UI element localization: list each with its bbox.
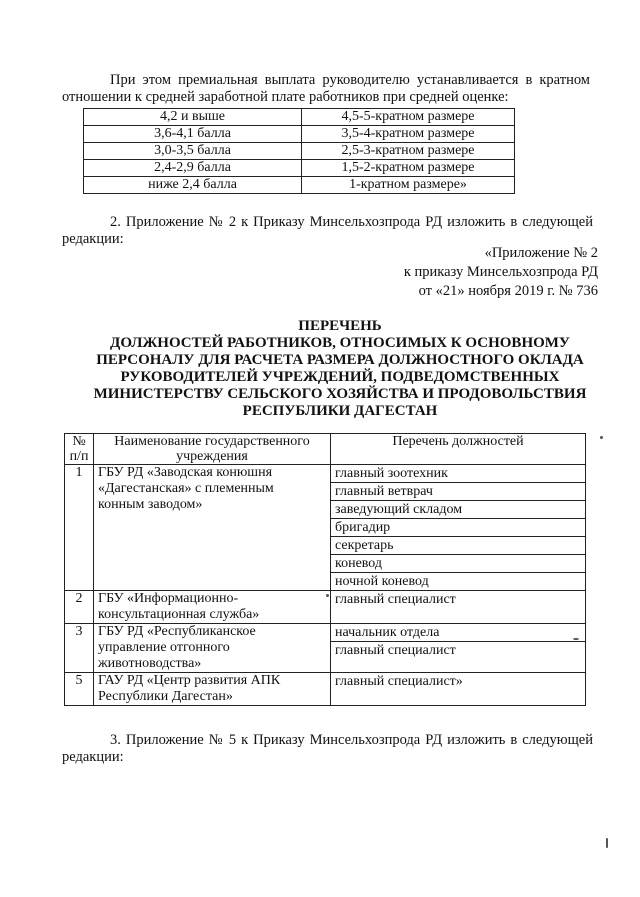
para3-line-2: редакции: bbox=[62, 749, 124, 765]
header-org bbox=[94, 434, 331, 465]
heading-line-1: ПЕРЕЧЕНЬ bbox=[298, 318, 382, 334]
position-item: главный ветврач bbox=[331, 483, 585, 501]
table-row bbox=[84, 160, 515, 177]
score-cell: 2,4-2,9 балла bbox=[84, 160, 302, 177]
position-item: ночной коневод bbox=[335, 574, 429, 589]
position-item: главный специалист» bbox=[335, 674, 463, 689]
annex-line-1: «Приложение № 2 bbox=[484, 245, 598, 261]
heading-line-6: РЕСПУБЛИКИ ДАГЕСТАН bbox=[242, 403, 438, 419]
row-org bbox=[94, 673, 331, 706]
para2-line-1: 2. Приложение № 2 к Приказу Минсельхозпрода РД изложить в следующей bbox=[110, 214, 593, 230]
ratio-cell: 1-кратном размере» bbox=[302, 177, 515, 194]
scan-speck bbox=[573, 638, 579, 640]
heading-line-4: РУКОВОДИТЕЛЕЙ УЧРЕЖДЕНИЙ, ПОДВЕДОМСТВЕННЫХ bbox=[120, 369, 560, 385]
position-item: секретарь bbox=[331, 537, 585, 555]
table-row bbox=[65, 624, 586, 673]
para2-line-2: редакции: bbox=[62, 231, 124, 247]
table-row bbox=[84, 177, 515, 194]
row-num: 1 bbox=[65, 465, 94, 591]
scan-speck bbox=[326, 594, 329, 597]
row-org bbox=[94, 624, 331, 673]
para3-line-1: 3. Приложение № 5 к Приказу Минсельхозпрода РД изложить в следующей bbox=[110, 732, 593, 748]
org-line: «Дагестанская» с племенным bbox=[98, 481, 274, 496]
header-org-line-2: учреждения bbox=[176, 449, 248, 464]
table-row bbox=[65, 591, 586, 624]
row-org bbox=[94, 591, 331, 624]
annex-line-3: от «21» ноября 2019 г. № 736 bbox=[418, 283, 598, 299]
header-org-line-1: Наименование государственного bbox=[114, 434, 310, 449]
table-row bbox=[84, 109, 515, 126]
table-row bbox=[65, 673, 586, 706]
heading-line-3: ПЕРСОНАЛУ ДЛЯ РАСЧЕТА РАЗМЕРА ДОЛЖНОСТНОГО ОКЛАДА bbox=[96, 352, 584, 368]
org-line: ГБУ РД «Республиканское bbox=[98, 624, 256, 639]
position-item: бригадир bbox=[331, 519, 585, 537]
table-row bbox=[65, 465, 586, 591]
row-org bbox=[94, 465, 331, 591]
row-positions bbox=[331, 624, 586, 673]
heading-line-2: ДОЛЖНОСТЕЙ РАБОТНИКОВ, ОТНОСИМЫХ К ОСНОВНОМУ bbox=[110, 335, 570, 351]
org-line: ГБУ «Информационно- bbox=[98, 591, 239, 606]
annex-line-2: к приказу Минсельхозпрода РД bbox=[403, 264, 598, 280]
org-line: ГБУ РД «Заводская конюшня bbox=[98, 465, 273, 480]
table-row bbox=[84, 126, 515, 143]
intro-line-2: отношении к средней заработной плате работников при средней оценке: bbox=[62, 89, 509, 105]
intro-line-1: При этом премиальная выплата руководителю устанавливается в кратном bbox=[110, 72, 590, 88]
table-header-row bbox=[65, 434, 586, 465]
row-positions bbox=[331, 465, 586, 591]
org-line: конным заводом» bbox=[98, 497, 203, 512]
ratio-cell: 4,5-5-кратном размере bbox=[302, 109, 515, 126]
ratio-cell: 2,5-3-кратном размере bbox=[302, 143, 515, 160]
position-item: главный специалист bbox=[335, 592, 456, 607]
ratio-cell: 3,5-4-кратном размере bbox=[302, 126, 515, 143]
position-item: начальник отдела bbox=[331, 624, 585, 642]
table-row bbox=[84, 143, 515, 160]
score-cell: 3,6-4,1 балла bbox=[84, 126, 302, 143]
score-table bbox=[83, 108, 515, 194]
scan-speck bbox=[606, 838, 608, 848]
org-line: ГАУ РД «Центр развития АПК bbox=[98, 673, 281, 688]
header-positions: Перечень должностей bbox=[331, 434, 586, 465]
header-num bbox=[65, 434, 94, 465]
header-num-line-1: № bbox=[72, 434, 86, 449]
position-item: коневод bbox=[331, 555, 585, 573]
score-cell: ниже 2,4 балла bbox=[84, 177, 302, 194]
row-positions bbox=[331, 673, 586, 706]
row-num: 2 bbox=[65, 591, 94, 624]
position-item: заведующий складом bbox=[331, 501, 585, 519]
score-cell: 4,2 и выше bbox=[84, 109, 302, 126]
org-line: Республики Дагестан» bbox=[98, 689, 233, 704]
org-line: консультационная служба» bbox=[98, 607, 260, 622]
header-num-line-2: п/п bbox=[69, 449, 89, 464]
staff-table bbox=[64, 433, 586, 706]
scan-speck bbox=[600, 436, 603, 439]
heading-line-5: МИНИСТЕРСТВУ СЕЛЬСКОГО ХОЗЯЙСТВА И ПРОДОВОЛЬСТВИЯ bbox=[93, 386, 587, 402]
row-num: 5 bbox=[65, 673, 94, 706]
org-line: животноводства» bbox=[98, 656, 202, 671]
org-line: управление отгонного bbox=[98, 640, 230, 655]
score-cell: 3,0-3,5 балла bbox=[84, 143, 302, 160]
position-item: главный зоотехник bbox=[331, 465, 585, 483]
position-item: главный специалист bbox=[335, 643, 456, 658]
ratio-cell: 1,5-2-кратном размере bbox=[302, 160, 515, 177]
row-positions bbox=[331, 591, 586, 624]
row-num: 3 bbox=[65, 624, 94, 673]
